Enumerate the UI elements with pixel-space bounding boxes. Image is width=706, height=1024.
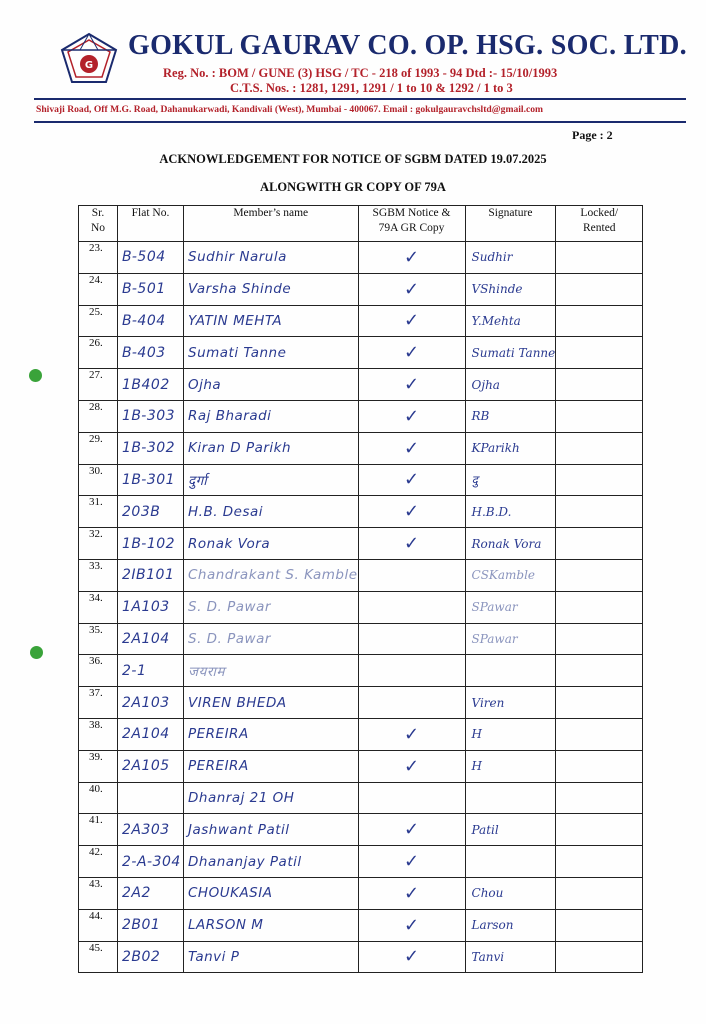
- row-signature: RB: [465, 400, 556, 432]
- row-flat-no: 2B02: [118, 941, 184, 973]
- row-flat-no: 2A104: [118, 623, 184, 655]
- row-notice-tick: ✓: [358, 718, 465, 750]
- society-name: GOKUL GAURAV CO. OP. HSG. SOC. LTD.: [128, 30, 687, 61]
- row-notice-tick: ✓: [358, 464, 465, 496]
- row-member-name: Sudhir Narula: [184, 242, 359, 274]
- row-locked-rented: [556, 496, 643, 528]
- row-notice-tick: [358, 687, 465, 719]
- header-rule-bottom: [34, 121, 686, 123]
- row-signature: Chou: [465, 877, 556, 909]
- row-signature: VShinde: [465, 273, 556, 305]
- row-member-name: LARSON M: [184, 909, 359, 941]
- table-row: [79, 814, 643, 846]
- row-locked-rented: [556, 591, 643, 623]
- header-signature: Signature: [465, 206, 556, 242]
- row-member-name: Ronak Vora: [184, 528, 359, 560]
- row-signature: [465, 846, 556, 878]
- row-sr-no: 42.: [79, 846, 118, 878]
- row-signature: KParikh: [465, 432, 556, 464]
- row-notice-tick: ✓: [358, 305, 465, 337]
- row-notice-tick: ✓: [358, 337, 465, 369]
- table-row: [79, 400, 643, 432]
- row-sr-no: 41.: [79, 814, 118, 846]
- society-address: Shivaji Road, Off M.G. Road, Dahanukarwadi, Kandivali (West), Mumbai - 400067. Email : gokulgauravchsltd@gmail.com: [36, 104, 544, 115]
- row-signature: Patil: [465, 814, 556, 846]
- row-flat-no: 2A103: [118, 687, 184, 719]
- table-row: [79, 877, 643, 909]
- table-row: [79, 273, 643, 305]
- table-row: [79, 337, 643, 369]
- row-signature: Y.Mehta: [465, 305, 556, 337]
- row-signature: H: [465, 750, 556, 782]
- row-sr-no: 27.: [79, 369, 118, 401]
- punch-hole-bottom: [30, 646, 43, 659]
- row-flat-no: 1B-301: [118, 464, 184, 496]
- table-row: [79, 623, 643, 655]
- row-signature: Larson: [465, 909, 556, 941]
- row-member-name: Chandrakant S. Kamble: [184, 559, 359, 591]
- header-flat-no: Flat No.: [118, 206, 184, 242]
- row-flat-no: B-403: [118, 337, 184, 369]
- table-row: [79, 782, 643, 814]
- row-locked-rented: [556, 400, 643, 432]
- row-flat-no: 203B: [118, 496, 184, 528]
- row-signature: दु: [465, 464, 556, 496]
- header-member-name: Member’s name: [184, 206, 359, 242]
- row-notice-tick: ✓: [358, 400, 465, 432]
- row-sr-no: 30.: [79, 464, 118, 496]
- row-notice-tick: ✓: [358, 750, 465, 782]
- row-member-name: S. D. Pawar: [184, 591, 359, 623]
- table-row: [79, 655, 643, 687]
- row-flat-no: 2A104: [118, 718, 184, 750]
- page-number: Page : 2: [572, 128, 613, 142]
- row-locked-rented: [556, 750, 643, 782]
- table-row: [79, 242, 643, 274]
- row-signature: SPawar: [465, 623, 556, 655]
- row-member-name: Dhanraj 21 OH: [184, 782, 359, 814]
- row-flat-no: 2-A-304: [118, 846, 184, 878]
- row-notice-tick: ✓: [358, 941, 465, 973]
- row-member-name: Tanvi P: [184, 941, 359, 973]
- row-flat-no: 2IB101: [118, 559, 184, 591]
- row-locked-rented: [556, 687, 643, 719]
- row-signature: Ronak Vora: [465, 528, 556, 560]
- row-member-name: YATIN MEHTA: [184, 305, 359, 337]
- row-notice-tick: [358, 559, 465, 591]
- row-locked-rented: [556, 464, 643, 496]
- row-member-name: जयराम: [184, 655, 359, 687]
- row-member-name: Dhananjay Patil: [184, 846, 359, 878]
- header-locked-rented: Locked/ Rented: [556, 206, 643, 242]
- row-signature: Ojha: [465, 369, 556, 401]
- row-notice-tick: ✓: [358, 909, 465, 941]
- row-flat-no: 2A303: [118, 814, 184, 846]
- row-notice-tick: ✓: [358, 273, 465, 305]
- row-sr-no: 45.: [79, 941, 118, 973]
- header-sr-no: Sr. No: [79, 206, 118, 242]
- row-sr-no: 28.: [79, 400, 118, 432]
- row-member-name: Raj Bharadi: [184, 400, 359, 432]
- row-flat-no: 1A103: [118, 591, 184, 623]
- row-notice-tick: ✓: [358, 814, 465, 846]
- row-sr-no: 24.: [79, 273, 118, 305]
- row-locked-rented: [556, 655, 643, 687]
- row-locked-rented: [556, 369, 643, 401]
- acknowledgement-table: [78, 205, 643, 973]
- row-sr-no: 37.: [79, 687, 118, 719]
- row-signature: H.B.D.: [465, 496, 556, 528]
- row-notice-tick: ✓: [358, 432, 465, 464]
- row-notice-tick: ✓: [358, 369, 465, 401]
- row-locked-rented: [556, 941, 643, 973]
- row-sr-no: 40.: [79, 782, 118, 814]
- row-locked-rented: [556, 623, 643, 655]
- row-locked-rented: [556, 718, 643, 750]
- row-member-name: Jashwant Patil: [184, 814, 359, 846]
- cts-numbers: C.T.S. Nos. : 1281, 1291, 1291 / 1 to 10 & 1292 / 1 to 3: [230, 81, 513, 95]
- row-member-name: Ojha: [184, 369, 359, 401]
- row-flat-no: 1B402: [118, 369, 184, 401]
- row-flat-no: B-501: [118, 273, 184, 305]
- row-member-name: S. D. Pawar: [184, 623, 359, 655]
- row-flat-no: [118, 782, 184, 814]
- table-row: [79, 528, 643, 560]
- row-notice-tick: ✓: [358, 528, 465, 560]
- row-member-name: Sumati Tanne: [184, 337, 359, 369]
- row-member-name: VIREN BHEDA: [184, 687, 359, 719]
- row-signature: Tanvi: [465, 941, 556, 973]
- row-notice-tick: ✓: [358, 846, 465, 878]
- row-signature: [465, 655, 556, 687]
- row-sr-no: 34.: [79, 591, 118, 623]
- row-notice-tick: [358, 782, 465, 814]
- row-member-name: PEREIRA: [184, 750, 359, 782]
- row-sr-no: 23.: [79, 242, 118, 274]
- row-flat-no: 1B-303: [118, 400, 184, 432]
- row-notice-tick: ✓: [358, 242, 465, 274]
- table-row: [79, 305, 643, 337]
- table-row: [79, 687, 643, 719]
- row-signature: Viren: [465, 687, 556, 719]
- table-row: [79, 846, 643, 878]
- table-row: [79, 432, 643, 464]
- table-row: [79, 718, 643, 750]
- row-flat-no: 2A2: [118, 877, 184, 909]
- row-sr-no: 36.: [79, 655, 118, 687]
- table-row: [79, 559, 643, 591]
- row-locked-rented: [556, 337, 643, 369]
- row-notice-tick: [358, 655, 465, 687]
- row-locked-rented: [556, 846, 643, 878]
- row-sr-no: 39.: [79, 750, 118, 782]
- row-signature: CSKamble: [465, 559, 556, 591]
- row-locked-rented: [556, 909, 643, 941]
- row-flat-no: 1B-102: [118, 528, 184, 560]
- row-signature: SPawar: [465, 591, 556, 623]
- row-member-name: PEREIRA: [184, 718, 359, 750]
- row-sr-no: 43.: [79, 877, 118, 909]
- table-row: [79, 496, 643, 528]
- row-flat-no: B-504: [118, 242, 184, 274]
- document-title: ACKNOWLEDGEMENT FOR NOTICE OF SGBM DATED 19.07.2025: [159, 152, 547, 166]
- row-locked-rented: [556, 305, 643, 337]
- row-notice-tick: [358, 623, 465, 655]
- svg-text:G: G: [84, 60, 94, 71]
- table-row: [79, 750, 643, 782]
- row-sr-no: 32.: [79, 528, 118, 560]
- row-locked-rented: [556, 242, 643, 274]
- document-subtitle: ALONGWITH GR COPY OF 79A: [260, 180, 446, 194]
- row-flat-no: 1B-302: [118, 432, 184, 464]
- row-sr-no: 35.: [79, 623, 118, 655]
- header-notice: SGBM Notice & 79A GR Copy: [358, 206, 465, 242]
- row-locked-rented: [556, 877, 643, 909]
- header-rule-top: [34, 98, 686, 100]
- row-member-name: CHOUKASIA: [184, 877, 359, 909]
- table-header-row: [79, 206, 643, 242]
- row-sr-no: 25.: [79, 305, 118, 337]
- registration-number: Reg. No. : BOM / GUNE (3) HSG / TC - 218 of 1993 - 94 Dtd :- 15/10/1993: [163, 66, 558, 80]
- row-member-name: Varsha Shinde: [184, 273, 359, 305]
- table-row: [79, 591, 643, 623]
- row-locked-rented: [556, 782, 643, 814]
- row-locked-rented: [556, 814, 643, 846]
- row-notice-tick: ✓: [358, 877, 465, 909]
- row-sr-no: 31.: [79, 496, 118, 528]
- row-locked-rented: [556, 559, 643, 591]
- row-notice-tick: [358, 591, 465, 623]
- table-row: [79, 941, 643, 973]
- row-member-name: H.B. Desai: [184, 496, 359, 528]
- row-member-name: Kiran D Parikh: [184, 432, 359, 464]
- row-signature: Sudhir: [465, 242, 556, 274]
- row-locked-rented: [556, 528, 643, 560]
- row-locked-rented: [556, 432, 643, 464]
- row-notice-tick: ✓: [358, 496, 465, 528]
- table-row: [79, 464, 643, 496]
- row-signature: Sumati Tanne: [465, 337, 556, 369]
- row-sr-no: 44.: [79, 909, 118, 941]
- row-sr-no: 38.: [79, 718, 118, 750]
- table-row: [79, 369, 643, 401]
- row-sr-no: 26.: [79, 337, 118, 369]
- row-flat-no: 2B01: [118, 909, 184, 941]
- row-flat-no: 2A105: [118, 750, 184, 782]
- table-row: [79, 909, 643, 941]
- row-signature: H: [465, 718, 556, 750]
- row-sr-no: 29.: [79, 432, 118, 464]
- punch-hole-top: [29, 369, 42, 382]
- row-member-name: दुर्गा: [184, 464, 359, 496]
- row-flat-no: B-404: [118, 305, 184, 337]
- row-locked-rented: [556, 273, 643, 305]
- row-signature: [465, 782, 556, 814]
- row-flat-no: 2-1: [118, 655, 184, 687]
- society-logo: [58, 32, 120, 88]
- row-sr-no: 33.: [79, 559, 118, 591]
